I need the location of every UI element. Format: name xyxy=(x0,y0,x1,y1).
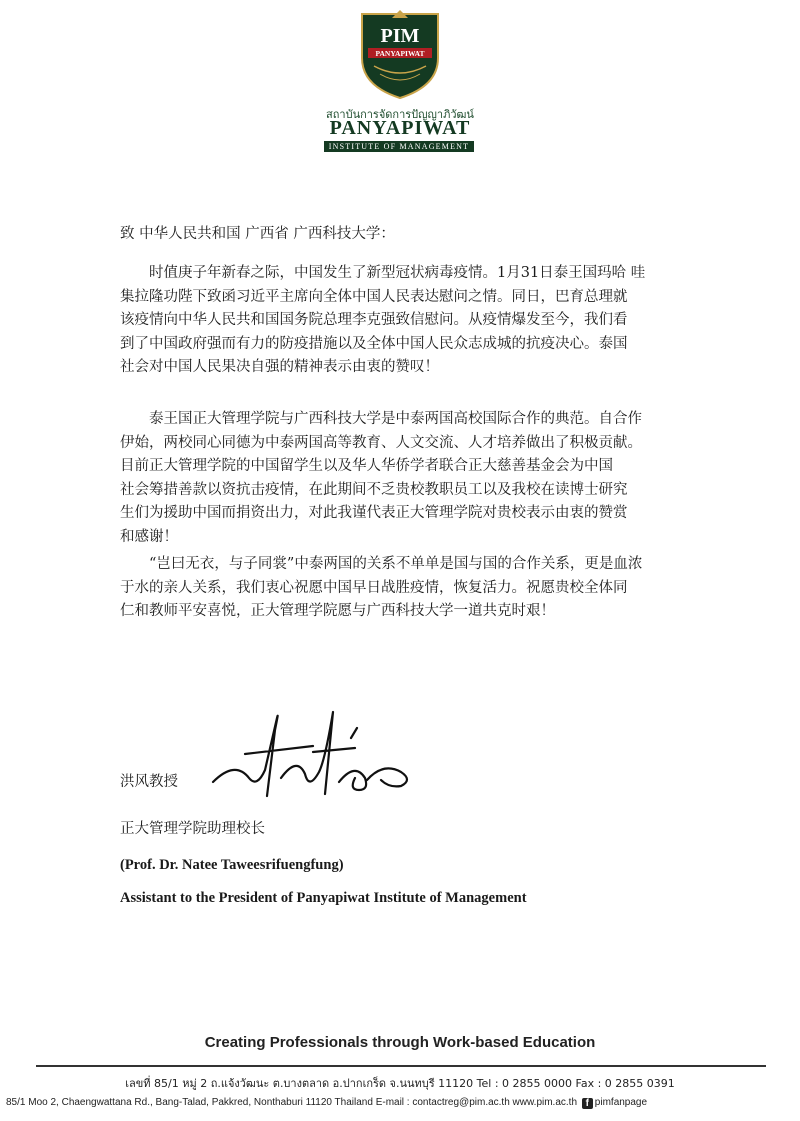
paragraph-line: 社会对中国人民果决自强的精神表示由衷的赞叹！ xyxy=(120,359,439,376)
signer-title-chinese: 正大管理学院助理校长 xyxy=(120,821,265,837)
paragraph-line: 生们为援助中国而捐资出力，对此我谨代表正大管理学院对贵校表示由衷的赞赏 xyxy=(120,505,628,522)
footer-address-thai: เลขที่ 85/1 หมู่ 2 ถ.แจ้งวัฒนะ ต.บางตลาด อ.ปากเกร็ด จ.นนทบุรี 11120 Tel : 0 2855 0000 Fax : 0 2855 0391 xyxy=(125,1077,675,1090)
paragraph-line: 伊始，两校同心同德为中泰两国高等教育、人文交流、人才培养做出了积极贡献。 xyxy=(120,434,642,451)
paragraph-line: “岂曰无衣，与子同裳”中泰两国的关系不单单是国与国的合作关系，更是血浓 xyxy=(120,556,643,572)
footer-address-english xyxy=(6,1097,647,1109)
institute-subtitle: INSTITUTE OF MANAGEMENT xyxy=(324,141,474,152)
facebook-page[interactable]: pimfanpage xyxy=(594,1097,648,1108)
paragraph-2 xyxy=(120,408,692,550)
paragraph-line: 时值庚子年新春之际，中国发生了新型冠状病毒疫情。1月31日泰王国玛哈 哇 xyxy=(120,265,646,281)
paragraph-3 xyxy=(120,553,692,624)
institute-english-name: PANYAPIWAT xyxy=(329,117,471,139)
paragraph-line: 到了中国政府强而有力的防疫措施以及全体中国人民众志成城的抗疫决心。泰国 xyxy=(120,335,628,352)
pim-logo xyxy=(352,8,448,100)
institute-thai-name: สถาบันการจัดการปัญญาภิวัฒน์ xyxy=(326,108,474,121)
paragraph-line: 集拉隆功陛下致函习近平主席向全体中国人民表达慰问之情。同日，巴育总理就 xyxy=(120,288,628,305)
paragraph-1 xyxy=(120,262,692,380)
paragraph-line: 仁和教师平安喜悦，正大管理学院愿与广西科技大学一道共克时艰！ xyxy=(120,603,555,620)
svg-text:PIM: PIM xyxy=(380,25,420,47)
signer-name-chinese: 洪风教授 xyxy=(120,774,178,790)
paragraph-line: 目前正大管理学院的中国留学生以及华人华侨学者联合正大慈善基金会为中国 xyxy=(120,458,613,475)
signer-title-english: Assistant to the President of Panyapiwat Institute of Management xyxy=(120,890,527,906)
signer-name-english: (Prof. Dr. Natee Taweesrifuengfung) xyxy=(120,857,344,873)
salutation: 致 中华人民共和国 广西省 广西科技大学： xyxy=(120,226,395,242)
facebook-icon: f xyxy=(582,1098,593,1109)
footer-slogan: Creating Professionals through Work-based Education xyxy=(204,1034,596,1051)
logo-banner-text: PANYAPIWAT xyxy=(375,49,425,58)
handwritten-signature xyxy=(205,700,425,810)
footer-address-english-text: 85/1 Moo 2, Chaengwattana Rd., Bang-Talad, Pakkred, Nonthaburi 11120 Thailand E-mail : contactreg@pim.ac.th www.pim.ac.th xyxy=(6,1097,578,1108)
paragraph-line: 该疫情向中华人民共和国国务院总理李克强致信慰问。从疫情爆发至今，我们看 xyxy=(120,312,628,329)
paragraph-line: 于水的亲人关系，我们衷心祝愿中国早日战胜疫情，恢复活力。祝愿贵校全体同 xyxy=(120,579,628,596)
paragraph-line: 和感谢！ xyxy=(120,528,178,545)
footer-divider xyxy=(36,1065,766,1067)
paragraph-line: 社会筹措善款以资抗击疫情，在此期间不乏贵校教职员工以及我校在读博士研究 xyxy=(120,481,628,498)
paragraph-line: 泰王国正大管理学院与广西科技大学是中泰两国高校国际合作的典范。自合作 xyxy=(120,411,642,427)
